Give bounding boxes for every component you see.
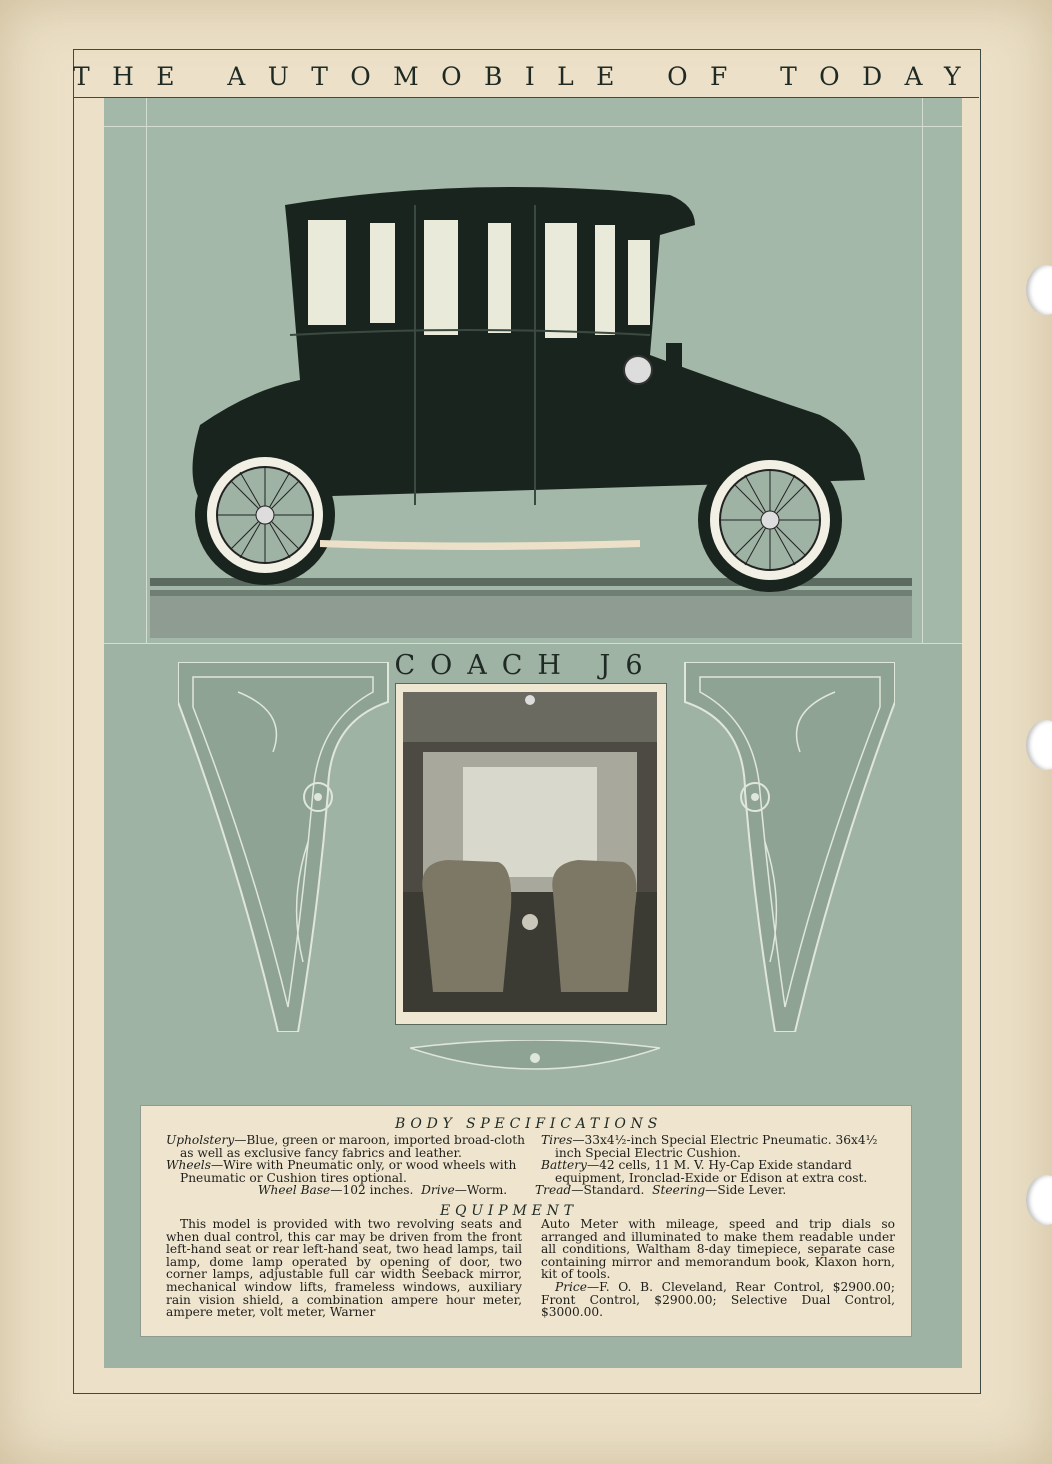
equipment-left-column <box>166 1218 522 1319</box>
tread-label: Tread <box>535 1183 572 1198</box>
left-ornament <box>178 662 393 1032</box>
equipment-heading: EQUIPMENT <box>440 1203 578 1219</box>
page-title: THE AUTOMOBILE OF TODAY <box>73 62 983 91</box>
interior-photo <box>403 692 657 1012</box>
battery-label: Battery <box>541 1158 587 1173</box>
wheel-base-label: Wheel Base <box>258 1183 331 1198</box>
rear-wheel <box>195 445 335 585</box>
equipment-right-column <box>541 1218 895 1319</box>
model-name: COACH J6 <box>394 650 658 681</box>
price-label: Price <box>555 1279 587 1294</box>
car-illustration <box>170 175 890 595</box>
wheels-label: Wheels <box>166 1158 211 1173</box>
right-ornament <box>680 662 895 1032</box>
panel-rule <box>922 98 923 644</box>
equipment-left-text: This model is provided with two revolving seats and when dual control, this car may be driven from the front left-hand seat or rear left-hand seat, two head lamps, tail lamp, dome lamp operated by opening of door, two corner lamps, adjustable full car width Seeback mirror, mechanical window lifts, frameless windows, auxiliary rain vision shield, a combination ampere hour meter, ampere meter, volt meter, Warner <box>166 1217 522 1320</box>
panel-rule <box>104 126 962 127</box>
panel-rule <box>104 643 962 644</box>
battery-value: —42 cells, 11 M. V. Hy-Cap Exide standard equipment, Ironclad-Exide or Edison at extra cost. <box>555 1158 868 1185</box>
road <box>150 590 912 638</box>
bottom-ornament <box>410 1040 660 1080</box>
wheels-value: —Wire with Pneumatic only, or wood wheels with Pneumatic or Cushion tires optional. <box>180 1158 517 1185</box>
tires-value: —33x4½-inch Special Electric Pneumatic. 36x4½ inch Special Electric Cushion. <box>555 1133 878 1160</box>
specs-right-column <box>535 1133 895 1198</box>
front-wheel <box>698 448 842 592</box>
tires-label: Tires <box>541 1133 573 1147</box>
panel-rule <box>146 98 147 644</box>
upholstery-value: —Blue, green or maroon, imported broad-cloth as well as exclusive fancy fabrics and leather. <box>180 1133 525 1160</box>
body-specifications-heading: BODY SPECIFICATIONS <box>395 1116 663 1132</box>
wheel-base-value: —102 inches. <box>330 1183 414 1198</box>
price-value: —F. O. B. Cleveland, Rear Control, $2900.00; Front Control, $2900.00; Selective Dual Control, $3000.00. <box>541 1279 895 1320</box>
specs-left-column <box>166 1134 526 1197</box>
drive-label: Drive <box>421 1183 455 1198</box>
tread-value: —Standard. <box>571 1183 645 1198</box>
steering-label: Steering <box>652 1183 706 1198</box>
steering-value: —Side Lever. <box>705 1183 787 1198</box>
running-board <box>320 540 640 550</box>
drive-value: —Worm. <box>454 1183 508 1198</box>
upholstery-label: Upholstery <box>166 1133 235 1147</box>
equipment-right-text: Auto Meter with mileage, speed and trip dials so arranged and illuminated to make them readable under all conditions, Waltham 8-day timepiece, separate case containing mirror and memorandum book, Klaxon horn, kit of tools. <box>541 1217 895 1282</box>
